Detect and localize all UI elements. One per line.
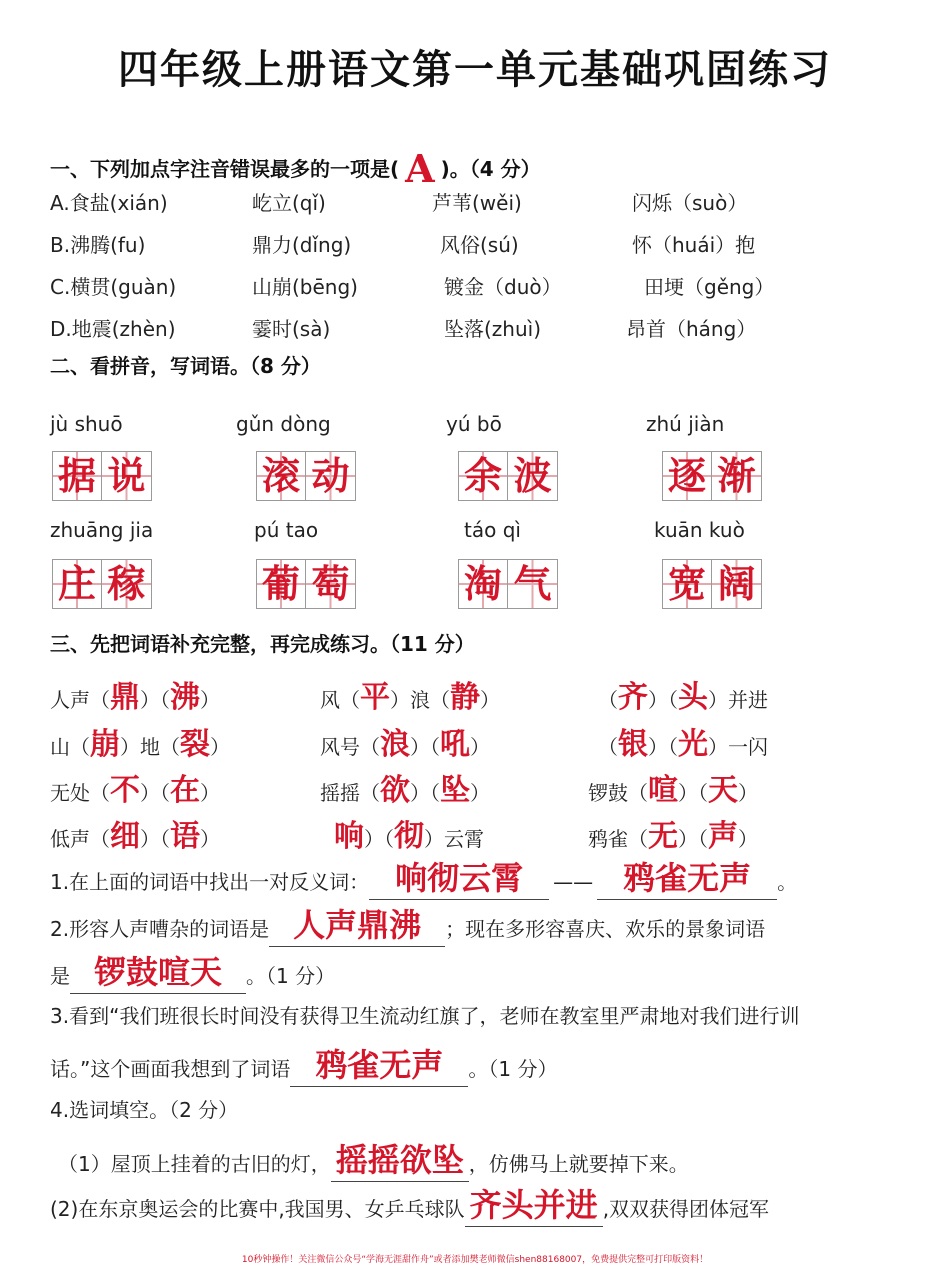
q1-option-b: B.沸腾(fu): [50, 233, 146, 257]
fill-answer: 坠: [440, 773, 470, 808]
text: （: [598, 688, 618, 712]
fill-answer: 天: [708, 773, 738, 808]
q1-option-d-2: 霎时(sà): [252, 317, 331, 341]
pinyin-label: táo qì: [464, 518, 521, 542]
idiom-fill: [50, 719, 230, 763]
text: 无处（: [50, 781, 110, 805]
tianzige-cell: [712, 451, 762, 501]
idiom-fill: [588, 765, 758, 809]
idiom-fill: [50, 765, 220, 809]
q1-option-b-3: 风俗(sú): [440, 233, 519, 257]
text: ——: [553, 870, 594, 894]
handwritten-char: 稼: [107, 561, 146, 606]
text: (2)在东京奥运会的比赛中,我国男、女乒乓球队: [50, 1197, 465, 1221]
tianzige-cell: [306, 559, 356, 609]
text: ）地（: [120, 735, 180, 759]
q1-heading-pre: 一、下列加点字注音错误最多的一项是(: [50, 157, 400, 181]
pinyin-label: pú tao: [254, 518, 319, 542]
q1-option-c: C.横贯(guàn): [50, 275, 177, 299]
fill-answer: 浪: [380, 727, 410, 762]
pinyin-label: zhuāng jia: [50, 518, 154, 542]
answer-blank: 锣鼓喧天: [70, 947, 246, 994]
text: 风号（: [320, 735, 380, 759]
fill-answer: 彻: [394, 819, 424, 854]
handwritten-char: 滚: [261, 453, 300, 498]
tianzige-cell: [102, 451, 152, 501]
text: 鸦雀（: [588, 827, 648, 851]
handwritten-char: 阔: [717, 561, 756, 606]
answer-blank: 鸦雀无声: [597, 853, 777, 900]
text: ）: [200, 688, 220, 712]
tianzige-pair: [256, 559, 356, 609]
idiom-fill: [50, 811, 220, 855]
handwritten-char: 说: [107, 453, 146, 498]
pinyin-label: jù shuō: [50, 412, 123, 436]
text: （: [598, 735, 618, 759]
text: ）（: [678, 827, 708, 851]
tianzige-pair: [52, 559, 152, 609]
text: 风（: [320, 688, 360, 712]
subquestion-3: 3.看到“我们班很长时间没有获得卫生流动红旗了，老师在教室里严肃地对我们进行训: [50, 1004, 800, 1028]
fill-answer: 平: [360, 680, 390, 715]
tianzige-cell: [306, 451, 356, 501]
text: 山（: [50, 735, 90, 759]
idiom-fill: [598, 672, 768, 716]
tianzige-cell: [52, 451, 102, 501]
q1-option-b-4: 怀（huái）抱: [632, 233, 756, 257]
q1-answer: A: [405, 146, 435, 191]
pinyin-label: yú bō: [446, 412, 502, 436]
q1-option-c-3: 镀金（duò）: [444, 275, 562, 299]
fill-answer: 光: [678, 727, 708, 762]
idiom-fill: [320, 672, 500, 716]
fill-answer: 响: [334, 819, 364, 854]
handwritten-char: 动: [311, 453, 350, 498]
handwritten-char: 萄: [311, 561, 350, 606]
fill-answer: 鼎: [110, 680, 140, 715]
text: ）: [200, 827, 220, 851]
tianzige-cell: [662, 559, 712, 609]
subquestion-4a: [58, 1135, 689, 1182]
tianzige-cell: [508, 559, 558, 609]
text: ）（: [140, 781, 170, 805]
handwritten-char: 据: [57, 453, 96, 498]
q1-option-a: A.食盐(xián): [50, 191, 168, 215]
text: ）: [210, 735, 230, 759]
subquestion-1: [50, 853, 797, 900]
text: 。（1 分）: [468, 1057, 558, 1081]
fill-answer: 喧: [648, 773, 678, 808]
text: ；现在多形容喜庆、欢乐的景象词语: [445, 917, 766, 941]
handwritten-char: 渐: [717, 453, 756, 498]
fill-answer: 不: [110, 773, 140, 808]
idiom-fill: [320, 719, 490, 763]
text: ）: [470, 735, 490, 759]
tianzige-pair: [52, 451, 152, 501]
text: ）（: [140, 688, 170, 712]
tianzige-cell: [52, 559, 102, 609]
q1-option-a-3: 芦苇(wěi): [432, 191, 522, 215]
text: （1）屋顶上挂着的古旧的灯，: [58, 1152, 331, 1176]
tianzige-pair: [662, 559, 762, 609]
subquestion-2b: [50, 947, 335, 994]
fill-answer: 齐: [618, 680, 648, 715]
q1-option-b-2: 鼎力(dǐng): [252, 233, 352, 257]
handwritten-char: 逐: [667, 453, 706, 498]
fill-answer: 头: [678, 680, 708, 715]
text: 锣鼓（: [588, 781, 648, 805]
fill-answer: 语: [170, 819, 200, 854]
fill-answer: 崩: [90, 727, 120, 762]
text: ）（: [648, 735, 678, 759]
q2-heading: 二、看拼音，写词语。（8 分）: [50, 354, 321, 378]
handwritten-char: 波: [513, 453, 552, 498]
fill-answer: 欲: [380, 773, 410, 808]
text: 。（1 分）: [246, 964, 336, 988]
text: ）: [200, 781, 220, 805]
text: ）（: [410, 735, 440, 759]
tianzige-cell: [508, 451, 558, 501]
fill-answer: 在: [170, 773, 200, 808]
text: ）: [480, 688, 500, 712]
q1-option-d: D.地震(zhèn): [50, 317, 176, 341]
pinyin-label: kuān kuò: [654, 518, 745, 542]
text: ，仿佛马上就要掉下来。: [468, 1152, 689, 1176]
answer-blank: 齐头并进: [465, 1180, 603, 1227]
text: ）浪（: [390, 688, 450, 712]
fill-answer: 无: [648, 819, 678, 854]
subquestion-3b: [50, 1040, 557, 1087]
fill-answer: 银: [618, 727, 648, 762]
text: ）（: [364, 827, 394, 851]
answer-blank: 人声鼎沸: [269, 900, 445, 947]
idiom-fill: [334, 811, 484, 855]
answer-blank: 摇摇欲坠: [331, 1135, 469, 1182]
footer-note: 10秒钟操作！关注微信公众号“学海无涯甜作舟”或者添加樊老师微信shen88168007，免费提供完整可打印版资料！: [241, 1255, 709, 1265]
answer-blank: 响彻云霄: [369, 853, 549, 900]
text: ）: [738, 827, 758, 851]
idiom-fill: [320, 765, 490, 809]
q1-heading: [50, 146, 541, 191]
q1-heading-post: )。（4 分）: [440, 157, 541, 181]
handwritten-char: 气: [513, 561, 552, 606]
tianzige-cell: [712, 559, 762, 609]
text: ）云霄: [424, 827, 484, 851]
tianzige-pair: [458, 451, 558, 501]
idiom-fill: [50, 672, 220, 716]
q1-option-c-4: 田埂（gěng）: [644, 275, 775, 299]
q3-heading: 三、先把词语补充完整，再完成练习。（11 分）: [50, 632, 475, 656]
text: ）: [470, 781, 490, 805]
text: 1.在上面的词语中找出一对反义词：: [50, 870, 370, 894]
q1-option-a-2: 屹立(qǐ): [252, 191, 326, 215]
q1-option-d-4: 昂首（háng）: [626, 317, 757, 341]
text: 摇摇（: [320, 781, 380, 805]
text: ）一闪: [708, 735, 768, 759]
handwritten-char: 庄: [57, 561, 96, 606]
text: 人声（: [50, 688, 110, 712]
handwritten-char: 余: [463, 453, 502, 498]
text: 2.形容人声嘈杂的词语是: [50, 917, 270, 941]
q1-option-d-3: 坠落(zhuì): [444, 317, 542, 341]
subquestion-4: 4.选词填空。（2 分）: [50, 1098, 239, 1122]
text: ）（: [410, 781, 440, 805]
pinyin-label: zhú jiàn: [646, 412, 725, 436]
page-title: 四年级上册语文第一单元基础巩固练习: [118, 47, 832, 93]
text: 低声（: [50, 827, 110, 851]
tianzige-cell: [256, 559, 306, 609]
text: ）（: [648, 688, 678, 712]
q1-option-a-4: 闪烁（suò）: [632, 191, 748, 215]
tianzige-cell: [102, 559, 152, 609]
answer-blank: 鸦雀无声: [290, 1040, 468, 1087]
text: 。: [777, 870, 798, 894]
fill-answer: 静: [450, 680, 480, 715]
fill-answer: 沸: [170, 680, 200, 715]
pinyin-label: gǔn dòng: [236, 412, 331, 436]
text: ）并进: [708, 688, 768, 712]
tianzige-pair: [662, 451, 762, 501]
text: 是: [50, 964, 70, 988]
tianzige-cell: [458, 451, 508, 501]
fill-answer: 裂: [180, 727, 210, 762]
text: ,双双获得团体冠军: [602, 1197, 770, 1221]
tianzige-cell: [662, 451, 712, 501]
handwritten-char: 宽: [667, 561, 706, 606]
idiom-fill: [598, 719, 768, 763]
text: ）: [738, 781, 758, 805]
fill-answer: 细: [110, 819, 140, 854]
fill-answer: 声: [708, 819, 738, 854]
subquestion-2: [50, 900, 765, 947]
handwritten-char: 葡: [261, 561, 300, 606]
handwritten-char: 淘: [463, 561, 502, 606]
tianzige-cell: [458, 559, 508, 609]
tianzige-pair: [256, 451, 356, 501]
text: 话。”这个画面我想到了词语: [50, 1057, 291, 1081]
tianzige-pair: [458, 559, 558, 609]
tianzige-cell: [256, 451, 306, 501]
text: ）（: [678, 781, 708, 805]
idiom-fill: [588, 811, 758, 855]
fill-answer: 吼: [440, 727, 470, 762]
subquestion-4b: [50, 1180, 769, 1227]
q1-option-c-2: 山崩(bēng): [252, 275, 358, 299]
text: ）（: [140, 827, 170, 851]
